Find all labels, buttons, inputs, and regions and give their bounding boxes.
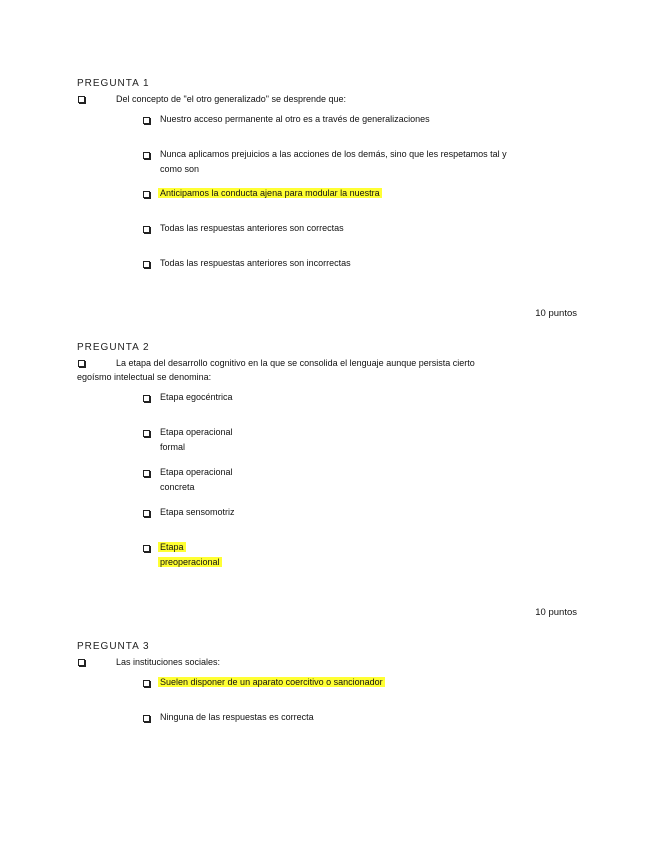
checkbox-icon[interactable] bbox=[143, 510, 150, 517]
checkbox-icon[interactable] bbox=[143, 117, 150, 124]
question-1-checkbox-icon bbox=[78, 96, 85, 103]
question-2-option-3[interactable] bbox=[141, 465, 233, 494]
question-1-option-1[interactable] bbox=[141, 112, 430, 127]
option-text: Todas las respuestas anteriores son correctas bbox=[160, 223, 344, 233]
option-text-highlighted-line: preoperacional bbox=[160, 556, 220, 567]
option-text: Todas las respuestas anteriores son incorrectas bbox=[160, 258, 351, 268]
checkbox-icon[interactable] bbox=[143, 715, 150, 722]
question-1-option-3-selected[interactable] bbox=[141, 186, 382, 201]
question-2-option-5-selected[interactable] bbox=[141, 540, 222, 569]
checkbox-icon[interactable] bbox=[143, 191, 150, 198]
option-text-line: Etapa operacional bbox=[160, 467, 233, 477]
checkbox-icon[interactable] bbox=[143, 680, 150, 687]
question-3-checkbox-icon bbox=[78, 659, 85, 666]
option-text: Nuestro acceso permanente al otro es a través de generalizaciones bbox=[160, 114, 430, 124]
question-2-option-1[interactable] bbox=[141, 390, 233, 405]
option-text-line: formal bbox=[160, 441, 186, 452]
question-3-option-1-selected[interactable] bbox=[141, 675, 385, 690]
checkbox-icon[interactable] bbox=[143, 226, 150, 233]
question-2-option-2[interactable] bbox=[141, 425, 233, 454]
checkbox-icon[interactable] bbox=[143, 261, 150, 268]
option-text-line: concreta bbox=[160, 481, 195, 492]
question-2-stem-line-2: egoísmo intelectual se denomina: bbox=[77, 372, 212, 382]
question-3-heading: PREGUNTA 3 bbox=[77, 641, 150, 652]
option-text-highlighted-line: Etapa bbox=[160, 542, 184, 552]
option-text: Ninguna de las respuestas es correcta bbox=[160, 712, 314, 722]
option-text-line: como son bbox=[160, 163, 200, 174]
option-text: Etapa sensomotriz bbox=[160, 507, 235, 517]
checkbox-icon[interactable] bbox=[143, 470, 150, 477]
option-text-line: Nunca aplicamos prejuicios a las acciones de los demás, sino que les respetamos tal y bbox=[160, 149, 507, 159]
checkbox-icon[interactable] bbox=[143, 395, 150, 402]
option-text: Etapa egocéntrica bbox=[160, 392, 233, 402]
option-text-highlighted: Suelen disponer de un aparato coercitivo o sancionador bbox=[160, 677, 383, 687]
question-2-stem-line-1: La etapa del desarrollo cognitivo en la que se consolida el lenguaje aunque persista cierto bbox=[116, 358, 475, 368]
question-1-heading: PREGUNTA 1 bbox=[77, 78, 150, 89]
question-2-points: 10 puntos bbox=[535, 607, 577, 618]
option-text-line: Etapa operacional bbox=[160, 427, 233, 437]
question-2-checkbox-icon bbox=[78, 360, 85, 367]
question-3-option-2[interactable] bbox=[141, 710, 314, 725]
checkbox-icon[interactable] bbox=[143, 430, 150, 437]
question-1-stem: Del concepto de "el otro generalizado" se desprende que: bbox=[116, 94, 347, 104]
question-3-stem: Las instituciones sociales: bbox=[116, 657, 221, 667]
checkbox-icon[interactable] bbox=[143, 545, 150, 552]
option-text-highlighted: Anticipamos la conducta ajena para modular la nuestra bbox=[160, 188, 380, 198]
question-2-option-4[interactable] bbox=[141, 505, 235, 520]
question-1-option-2[interactable] bbox=[141, 147, 507, 176]
checkbox-icon[interactable] bbox=[143, 152, 150, 159]
question-2-heading: PREGUNTA 2 bbox=[77, 342, 150, 353]
question-1-points: 10 puntos bbox=[535, 308, 577, 319]
question-1-option-4[interactable] bbox=[141, 221, 344, 236]
question-1-option-5[interactable] bbox=[141, 256, 351, 271]
